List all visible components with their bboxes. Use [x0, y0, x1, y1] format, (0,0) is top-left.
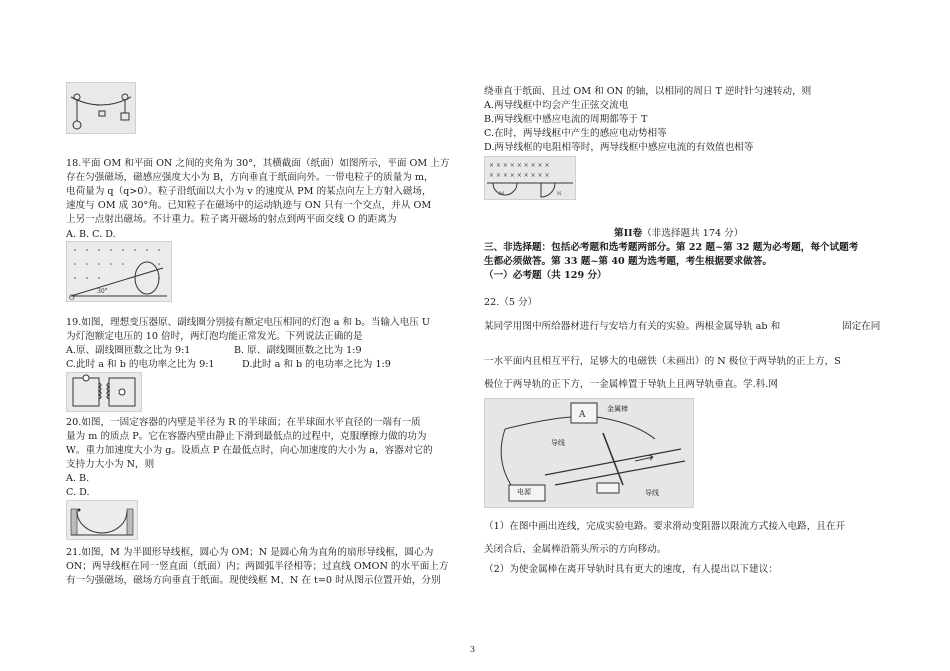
svg-text:M: M: [499, 191, 505, 197]
magnetic-field-figure: [66, 241, 172, 302]
q20-line1: 20.如图，一固定容器的内壁是半径为 R 的半球面；在半球面水平直径的一端有一质: [66, 417, 421, 428]
required-section-heading: （一）必考题（共 129 分）: [484, 270, 607, 281]
q18-line1: 18.平面 OM 和平面 ON 之间的夹角为 30°，其横截面（纸面）如图所示，平面 OM 上方: [66, 158, 450, 169]
q20-line2: 量为 m 的质点 P。它在容器内壁由静止下滑到最低点的过程中，克服摩擦力做的功为: [66, 431, 427, 442]
q19-option-a: A.原、副线圈匝数之比为 9:1: [66, 345, 191, 356]
q22-sub1-line2: 关闭合后，金属棒沿箭头所示的方向移动。: [484, 544, 667, 555]
svg-text:A: A: [579, 410, 586, 420]
q22-line1-tail: 固定在同: [842, 321, 881, 332]
label-power-supply: 电源: [517, 488, 531, 496]
rotating-frames-figure: [484, 156, 576, 200]
q20-options-cd: C. D.: [66, 487, 90, 498]
q18-line5: 上另一点射出磁场。不计重力。粒子离开磁场的射点到两平面交线 O 的距离为: [66, 214, 397, 225]
q18-options: A. B. C. D.: [66, 229, 116, 240]
hemisphere-figure: [66, 500, 138, 540]
ampere-force-apparatus-figure: [484, 398, 694, 508]
q22-line1: 某同学用图中所给器材进行与安培力有关的实验。两根金属导轨 ab 和: [484, 321, 781, 332]
pulley-figure: [66, 82, 136, 134]
q18-line4: 速度与 OM 成 30°角。已知粒子在磁场中的运动轨迹与 ON 只有一个交点，并从 OM: [66, 200, 432, 211]
q22-heading: 22.（5 分）: [484, 297, 538, 308]
part2-title-text: 第II卷: [614, 228, 643, 239]
label-metal-rod: 金属棒: [607, 405, 628, 413]
q19-line1: 19.如图，理想变压器原、副线圈分别接有额定电压相同的灯泡 a 和 b。当输入电压 U: [66, 317, 430, 328]
q21-option-c: C.在时，两导线框中产生的感应电动势相等: [484, 128, 667, 139]
label-wire-bottom: 导线: [645, 489, 659, 497]
q20-line4: 支持力大小为 N，则: [66, 459, 155, 470]
q21-option-d: D.两导线框的电阻相等时，两导线框中感应电流的有效值也相等: [484, 142, 754, 153]
part2-title: [614, 227, 743, 241]
part2-title-note: （非选择题共 174 分）: [642, 228, 744, 239]
q19-option-d: D.此时 a 和 b 的电功率之比为 1:9: [242, 359, 391, 370]
transformer-figure: [66, 372, 142, 412]
q19-option-b: B. 原、副线圈匝数之比为 1:9: [234, 345, 362, 356]
q18-line3: 电荷量为 q（q>0）。粒子沿纸面以大小为 v 的速度从 PM 的某点向左上方射入磁场，: [66, 186, 432, 197]
q20-line3: W。重力加速度大小为 g。设质点 P 在最低点时，向心加速度的大小为 a，容器对它的: [66, 445, 433, 456]
q21-continuation: 绕垂直于纸面、且过 OM 和 ON 的轴，以相同的周日 T 逆时针匀速转动，则: [484, 86, 812, 97]
q19-option-c: C.此时 a 和 b 的电功率之比为 9:1: [66, 359, 215, 370]
q21-line1: 21.如图，M 为半圆形导线框，圆心为 OM；N 是圆心角为直角的扇形导线框，圆心为: [66, 547, 434, 558]
q22-sub1-line1: （1）在图中画出连线，完成实验电路。要求滑动变阻器以限流方式接入电路，且在开: [484, 521, 846, 532]
svg-text:O: O: [69, 294, 75, 301]
q21-line3: 有一匀强磁场，磁场方向垂直于纸面。现使线框 M、N 在 t=0 时从图示位置开始，分别: [66, 575, 441, 586]
q22-line3: 极位于两导轨的正下方，一金属棒置于导轨上且两导轨垂直。学.科.网: [484, 379, 778, 390]
svg-text:× × × × × × × × ×: × × × × × × × × ×: [489, 162, 550, 169]
q18-line2: 存在匀强磁场，磁感应强度大小为 B，方向垂直于纸面向外。一带电粒子的质量为 m，: [66, 172, 434, 183]
svg-text:× × × × × × × × ×: × × × × × × × × ×: [489, 172, 550, 179]
q22-line2: 一水平面内且相互平行，足够大的电磁铁（未画出）的 N 极位于两导轨的正上方，S: [484, 356, 841, 367]
q19-line2: 为灯泡额定电压的 10 倍时，两灯泡均能正常发光。下列说法正确的是: [66, 331, 363, 342]
part2-instructions-line1: 三、非选择题：包括必考题和选考题两部分。第 22 题~第 32 题为必考题，每个试题考: [484, 242, 859, 253]
q20-options-ab: A. B.: [66, 473, 90, 484]
q21-option-a: A.两导线框中均会产生正弦交流电: [484, 100, 629, 111]
label-wire-top: 导线: [551, 439, 565, 447]
page-number: 3: [470, 645, 476, 654]
svg-text:30°: 30°: [97, 288, 108, 295]
part2-instructions-line2: 生都必须做答。第 33 题~第 40 题为选考题，考生根据要求做答。: [484, 256, 772, 267]
q21-line2: ON；两导线框在同一竖直面（纸面）内；两圆弧半径相等；过直线 OMON 的水平面上方: [66, 561, 449, 572]
q22-sub2: （2）为使金属棒在离开导轨时具有更大的速度，有人提出以下建议：: [484, 564, 778, 575]
q21-option-b: B.两导线框中感应电流的周期都等于 T: [484, 114, 648, 125]
svg-text:N: N: [557, 191, 562, 197]
